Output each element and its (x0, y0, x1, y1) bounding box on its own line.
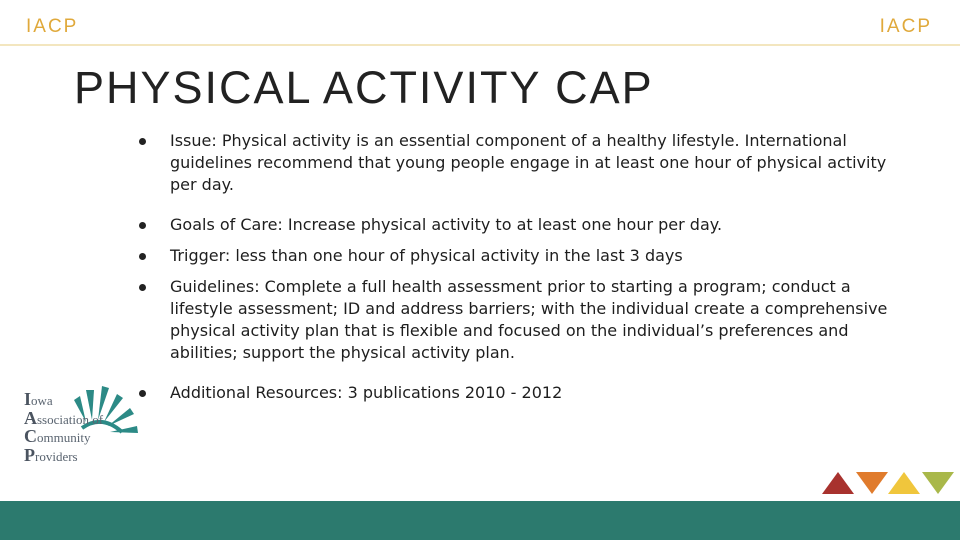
logo-word: ssociation of (37, 411, 104, 427)
bullet-dot-icon (139, 284, 146, 291)
triangle-red-icon (822, 472, 854, 494)
bullet-guidelines (136, 276, 906, 364)
logo-letter: I (24, 389, 32, 409)
logo-letter: C (24, 426, 37, 446)
bullet-dot-icon (139, 253, 146, 260)
slide-title: PHYSICAL ACTIVITY CAP (74, 62, 654, 113)
logo-word: ommunity (37, 430, 91, 445)
bullet-text: Additional Resources: 3 publications 2010 - 2012 (170, 383, 563, 402)
logo-word: owa (31, 393, 53, 408)
bullet-text: Goals of Care: Increase physical activity to at least one hour per day. (170, 215, 723, 234)
header-brand-right: IACP (879, 16, 932, 37)
bullet-text: Guidelines: Complete a full health assessment prior to starting a program; conduct a lifestyle assessment; ID and address barriers; with the individual create a comprehensive physical activity plan that is flexible and focused on the individual’s preferences and abilities; support the physical activity plan. (170, 277, 888, 362)
logo-letter: A (24, 407, 37, 428)
bullet-dot-icon (139, 138, 146, 145)
header-divider (0, 44, 960, 46)
footer-bar (0, 501, 960, 540)
bullet-resources (136, 382, 906, 404)
bullet-issue (136, 130, 906, 196)
bullet-dot-icon (139, 222, 146, 229)
triangle-yellow-icon (888, 472, 920, 494)
bullet-text: Issue: Physical activity is an essential component of a healthy lifestyle. International guidelines recommend that young people engage in at least one hour of physical activity per day. (170, 131, 887, 194)
logo-wordmark (24, 391, 103, 465)
bullet-goals (136, 214, 906, 236)
logo-letter: P (24, 444, 35, 465)
decorative-triangles-icon (822, 472, 954, 494)
triangle-orange-icon (856, 472, 888, 494)
header-brand-left: IACP (26, 16, 79, 37)
bullet-text: Trigger: less than one hour of physical activity in the last 3 days (170, 246, 683, 265)
logo-word: roviders (35, 448, 78, 464)
bullet-list (136, 130, 906, 413)
triangle-green-icon (922, 472, 954, 494)
bullet-trigger (136, 245, 906, 267)
